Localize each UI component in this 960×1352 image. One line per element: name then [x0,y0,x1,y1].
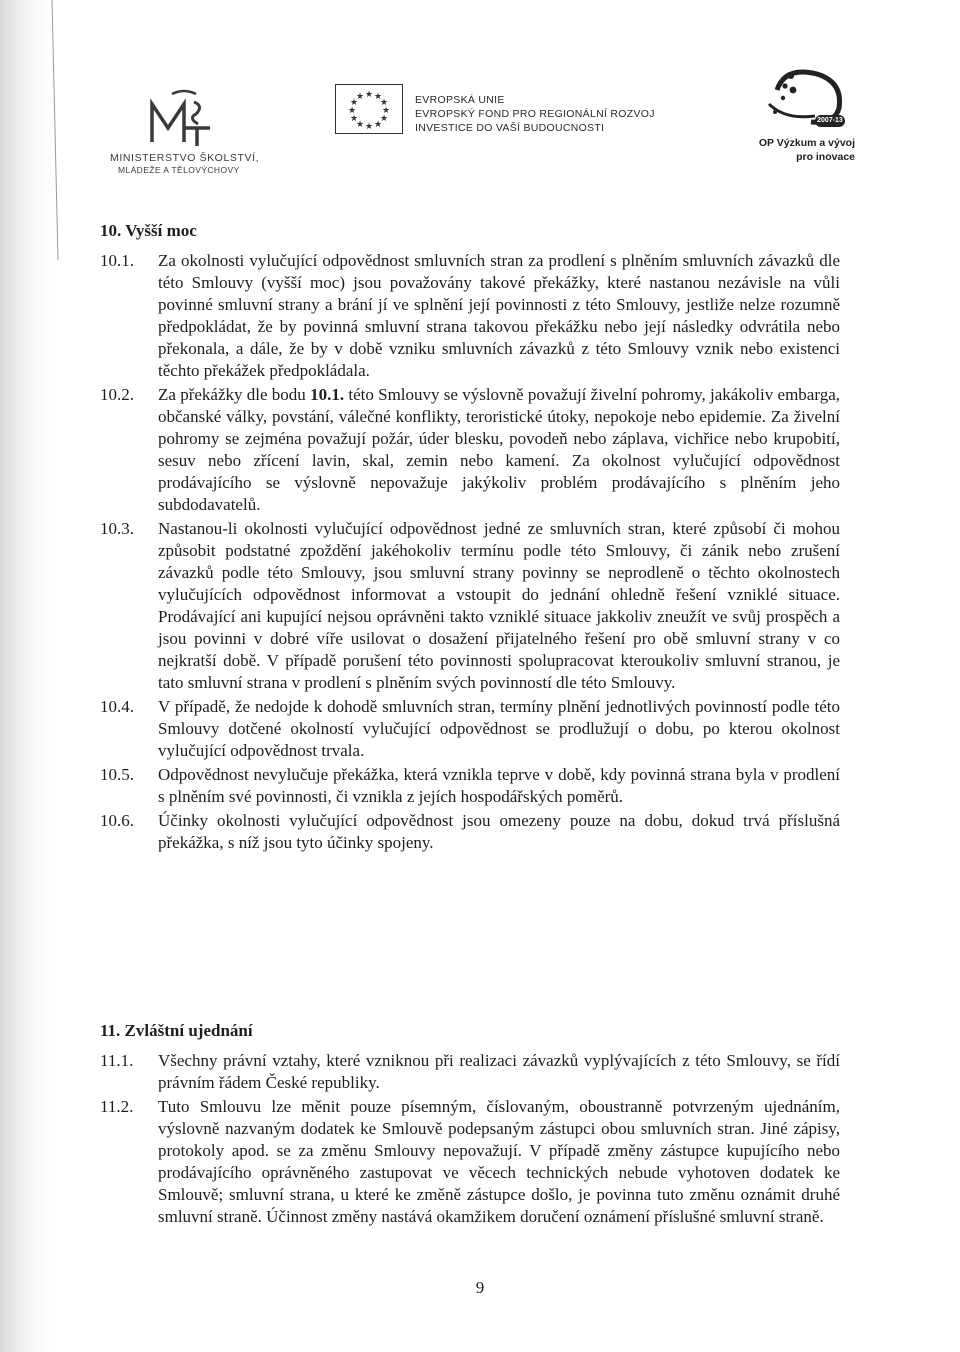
clause-number: 10.5. [100,765,134,784]
clause-11-2 [100,1096,840,1228]
clause-text: Za okolnosti vylučující odpovědnost smluvních stran za prodlení s plněním smluvních závazků dle této Smlouvy (vyšší moc) jsou považovány takové překážky, které nastanou nezávisle na vůli povinné smluvní strany a brání jí ve splnění její povinnosti z této Smlouvy, jestliže nelze rozumně předpokládat, že by povinná smluvní strana takovou překážku nebo její následky odvrátila nebo překonala, a dále, že by v době vzniku smluvních závazků z této Smlouvy vznik nebo existenci těchto překážek předpokládala. [158,251,840,380]
msmt-monogram-icon [144,88,214,148]
eu-fund-text [415,93,655,135]
op-vavpi-logo [755,60,855,170]
clause-text-after: této Smlouvy se výslovně považují živelní pohromy, jakákoliv embarga, občanské války, povstání, válečné konflikty, teroristické útoky, nepokoje nebo epidemie. Za živelní pohromy se zejména považují požár, úder blesku, povodeň nebo záplava, vichřice nebo krupobití, sesuv nebo zřícení lavin, skal, zemin nebo kamení. Za okolnost vylučující odpovědnost prodávajícího se výslovně nepovažuje jakýkoliv problém prodávajícího s plněním jeho subdodavatelů. [158,385,840,514]
clause-10-4 [100,696,840,762]
clause-text: V případě, že nedojde k dohodě smluvních stran, termíny plnění jednotlivých povinností podle této Smlouvy dotčené okolností vylučující odpovědnost se prodlužují o dobu, po kterou okolnost vylučující odpovědnost trvala. [158,697,840,760]
svg-text:★: ★ [379,98,389,108]
clause-10-5 [100,764,840,808]
page-number: 9 [475,1278,485,1297]
section-11-heading: 11. Zvláštní ujednání [100,1021,253,1040]
msmt-name-line1: MINISTERSTVO ŠKOLSTVÍ, [110,152,260,164]
page-header [0,0,960,200]
op-years-badge: 2007-13 [815,115,845,127]
section-10 [100,220,840,854]
clause-10-1 [100,250,840,382]
clause-number: 10.1. [100,251,134,270]
eu-line3: INVESTICE DO VAŠÍ BUDOUCNOSTI [415,122,605,134]
clause-text [158,384,840,516]
clause-text: Tuto Smlouvu lze měnit pouze písemným, číslovaným, oboustranně potvrzeným ujednáním, výslovně nazvaným dodatek ke Smlouvě podepsaným zástupci obou smluvních stran. Jiné zápisy, protokoly apod. se za změnu Smlouvy nepovažují. V případě změny zástupce kupujícího nebo prodávajícího oprávněného zastupovat ve věcech technických nebude vyhotoven dodatek ke Smlouvě; smluvní strana, u které ke změně zástupce došlo, je povinna tuto změnu oznámit druhé smluvní straně. Účinnost změny nastává okamžikem doručení oznámení příslušné smluvní straně. [158,1097,840,1226]
clause-number: 11.1. [100,1051,134,1070]
svg-text:★: ★ [381,106,391,116]
clause-text: Účinky okolnosti vylučující odpovědnost jsou omezeny pouze na dobu, dokud trvá příslušná překážka, s níž jsou tyto účinky spojeny. [158,811,840,852]
svg-text:★: ★ [373,92,383,102]
svg-text:★: ★ [347,106,357,116]
clause-number: 10.2. [100,385,134,404]
svg-text:★: ★ [364,122,374,132]
clause-number: 10.4. [100,697,134,716]
svg-text:★: ★ [379,114,389,124]
clause-text: Nastanou-li okolnosti vylučující odpovědnost jedné ze smluvních stran, které způsobí či mohou způsobit podstatné zpoždění jakéhokoliv termínu podle této Smlouvy, či zánik nebo zrušení závazků podle této Smlouvy, jsou smluvní strany povinny se neprodleně o těchto okolnostech vylučujících odpovědnost informovat a vstoupit do jednání ohledně řešení vzniklé situace. Prodávající ani kupující nejsou oprávněni takto vzniklé situace jakkoliv zneužít ve svůj prospěch a jsou povinni v dobré víře usilovat o dosažení přijatelného řešení pro obě smluvní strany v co nejkratší době. V případě porušení této povinnosti spolupracovat kteroukoliv smluvní stranou, je tato smluvní strana v prodlení s plněním svých povinností dle této Smlouvy. [158,519,840,692]
svg-text:★: ★ [355,92,365,102]
svg-text:★: ★ [349,114,359,124]
clause-10-3 [100,518,840,694]
clause-10-6 [100,810,840,854]
svg-text:★: ★ [373,120,383,130]
clause-10-2 [100,384,840,516]
op-name-line1: OP Výzkum a vývoj [758,137,855,149]
eu-flag-icon [335,84,403,134]
clause-number: 10.3. [100,519,134,538]
svg-text:★: ★ [355,120,365,130]
op-name-line2: pro inovace [796,151,855,163]
clause-text: Odpovědnost nevylučuje překážka, která vznikla teprve v době, kdy povinná strana byla v prodlení s plněním své povinnosti, či vznikla z jejích hospodářských poměrů. [158,765,840,806]
clause-reference: 10.1. [310,385,345,404]
clause-number: 10.6. [100,811,134,830]
scan-edge-shadow [0,0,60,1352]
clause-text: Všechny právní vztahy, které vzniknou při realizaci závazků vyplývajících z této Smlouvy, se řídí právním řádem České republiky. [158,1051,840,1092]
clause-11-1 [100,1050,840,1094]
msmt-logo [110,88,260,178]
eu-line1: EVROPSKÁ UNIE [415,94,505,106]
section-11 [100,1020,840,1228]
eu-line2: EVROPSKÝ FOND PRO REGIONÁLNÍ ROZVOJ [415,108,655,120]
section-10-heading: 10. Vyšší moc [100,221,197,240]
msmt-name-line2: MLÁDEŽE A TĚLOVÝCHOVY [118,165,240,175]
clause-number: 11.2. [100,1097,134,1116]
svg-text:★: ★ [349,98,359,108]
svg-text:★: ★ [364,90,374,100]
clause-text-before: Za překážky dle bodu [158,385,311,404]
